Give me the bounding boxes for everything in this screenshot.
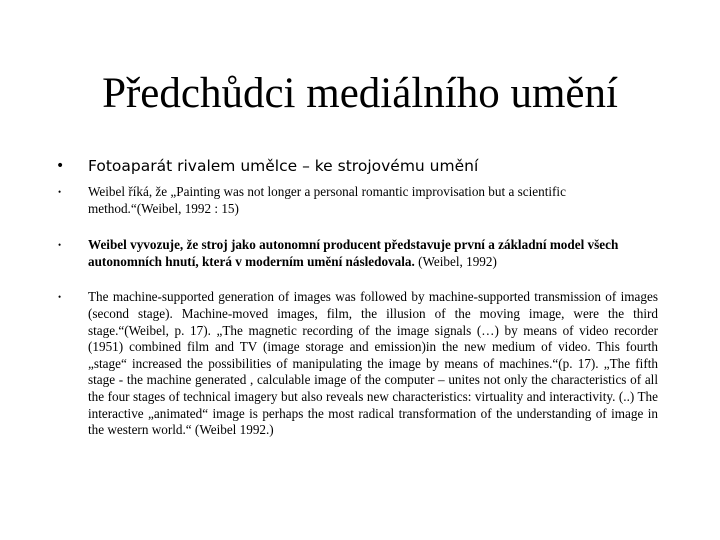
bullet-marker: • xyxy=(58,187,62,197)
sub-bullet-image-stages xyxy=(56,289,658,438)
sub-bullet-painting-quote xyxy=(56,184,658,217)
sub-bullet-bold-text: Weibel vyvozuje, že stroj jako autonomní producent představuje první a základní model všech autonomních hnutí, která v moderním umění následovala. xyxy=(88,237,619,269)
sub-bullet-text: The machine-supported generation of images was followed by machine-supported transmission of images (second stage). Machine-moved images, film, the illusion of the moving image, were the third stage.“(Weibel, p. 17). „The magnetic recording of the image signals (…) by means of video recorder (1951) combined film and TV (image storage and emission)in the new medium of video. This fourth „stage“ increased the possibilities of manipulating the image by means of machines.“(p. 17). „The fifth stage - the machine generated , calculable image of the computer – unites not only the characteristics of all the four stages of technical imagery but also reveals new characteristics: virtuality and interactivity. (..) The interactive „animated“ image is perhaps the most radical transformation of the understanding of image in the western world.“ (Weibel 1992.) xyxy=(88,289,658,438)
sub-bullet-text: Weibel říká, že „Painting was not longer a personal romantic improvisation but a scientific method.“(Weibel, 1992 : 15) xyxy=(88,184,566,216)
sub-bullet-autonomous-producer xyxy=(56,237,658,270)
bullet-marker: • xyxy=(58,292,62,303)
slide-content xyxy=(56,155,658,439)
bullet-marker: • xyxy=(58,240,62,251)
bullet-marker: • xyxy=(56,158,65,174)
lead-bullet xyxy=(56,155,658,177)
lead-bullet-text: Fotoaparát rivalem umělce – ke strojovému umění xyxy=(88,157,479,175)
sub-bullet-citation: (Weibel, 1992) xyxy=(414,253,497,269)
slide-title: Předchůdci mediálního umění xyxy=(102,70,618,117)
